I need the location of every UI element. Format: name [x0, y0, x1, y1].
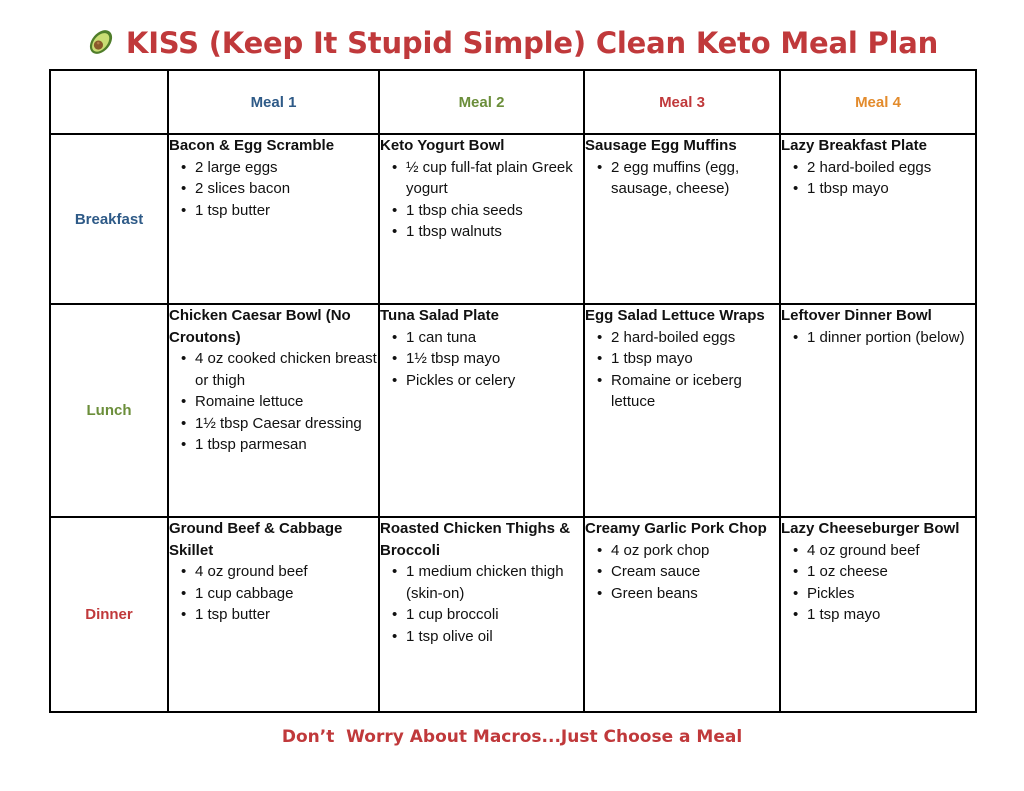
ingredient-item: • Green beans	[611, 583, 779, 605]
ingredient-list	[585, 157, 779, 200]
dish-name: Sausage Egg Muffins	[585, 137, 737, 154]
meal-4-header: Meal 4	[780, 70, 976, 134]
ingredient-item: • 2 slices bacon	[195, 178, 378, 200]
ingredient-item: • 1 oz cheese	[807, 561, 975, 583]
meal-cell	[780, 134, 976, 304]
ingredient-item: • 2 large eggs	[195, 157, 378, 179]
ingredient-item: • 4 oz pork chop	[611, 540, 779, 562]
ingredient-item: • 4 oz cooked chicken breast or thigh	[195, 348, 378, 391]
header-row	[50, 70, 976, 134]
ingredient-item: • 1 medium chicken thigh (skin-on)	[406, 561, 583, 604]
dish-name: Lazy Cheeseburger Bowl	[781, 520, 960, 537]
ingredient-list	[380, 327, 583, 392]
ingredient-item: • 1 tsp olive oil	[406, 626, 583, 648]
ingredient-item: • 1 tbsp parmesan	[195, 434, 378, 456]
ingredient-list	[781, 327, 975, 349]
meal-cell	[584, 304, 780, 517]
dinner-row	[50, 517, 976, 712]
dish-name: Bacon & Egg Scramble	[169, 137, 335, 154]
meal-2-header: Meal 2	[379, 70, 584, 134]
meal-plan-table	[49, 69, 977, 713]
ingredient-item: • 2 egg muffins (egg, sausage, cheese)	[611, 157, 779, 200]
meal-3-header: Meal 3	[584, 70, 780, 134]
dish-name: Roasted Chicken Thighs & Broccoli	[380, 520, 571, 559]
breakfast-row	[50, 134, 976, 304]
dish-name: Leftover Dinner Bowl	[781, 307, 932, 324]
ingredient-list	[585, 327, 779, 413]
ingredient-item: • Pickles or celery	[406, 370, 583, 392]
ingredient-list	[781, 157, 975, 200]
ingredient-item: • 1 dinner portion (below)	[807, 327, 975, 349]
meal-1-header: Meal 1	[168, 70, 379, 134]
ingredient-item: • 1 tsp mayo	[807, 604, 975, 626]
ingredient-item: • 1 cup cabbage	[195, 583, 378, 605]
ingredient-item: • 1 can tuna	[406, 327, 583, 349]
dish-name: Chicken Caesar Bowl (No Croutons)	[169, 307, 351, 346]
meal-cell	[780, 517, 976, 712]
dinner-label: Dinner	[50, 517, 168, 712]
ingredient-item: • 4 oz ground beef	[195, 561, 378, 583]
ingredient-item: • 1 tbsp walnuts	[406, 221, 583, 243]
ingredient-list	[169, 157, 378, 222]
ingredient-item: • 1 tsp butter	[195, 200, 378, 222]
dish-name: Tuna Salad Plate	[380, 307, 499, 324]
ingredient-item: • 1 tbsp mayo	[807, 178, 975, 200]
meal-cell	[584, 134, 780, 304]
ingredient-list	[781, 540, 975, 626]
ingredient-item: • Pickles	[807, 583, 975, 605]
ingredient-item: • ½ cup full-fat plain Greek yogurt	[406, 157, 583, 200]
title-text: KISS (Keep It Stupid Simple) Clean Keto Meal Plan	[125, 26, 939, 60]
ingredient-list	[380, 157, 583, 243]
ingredient-item: • 1 tbsp chia seeds	[406, 200, 583, 222]
ingredient-item: • Romaine lettuce	[195, 391, 378, 413]
page-title	[0, 26, 1024, 64]
meal-cell	[168, 304, 379, 517]
meal-cell	[379, 304, 584, 517]
ingredient-item: • 1 tsp butter	[195, 604, 378, 626]
ingredient-item: • 1 tbsp mayo	[611, 348, 779, 370]
meal-cell	[379, 517, 584, 712]
breakfast-label: Breakfast	[50, 134, 168, 304]
dish-name: Egg Salad Lettuce Wraps	[585, 307, 765, 324]
ingredient-item: • 2 hard-boiled eggs	[611, 327, 779, 349]
ingredient-item: • 1½ tbsp Caesar dressing	[195, 413, 378, 435]
ingredient-list	[169, 561, 378, 626]
meal-cell	[379, 134, 584, 304]
corner-cell	[50, 70, 168, 134]
ingredient-item: • Cream sauce	[611, 561, 779, 583]
lunch-label: Lunch	[50, 304, 168, 517]
meal-cell	[780, 304, 976, 517]
ingredient-item: • 1 cup broccoli	[406, 604, 583, 626]
footer-tagline: Don’t Worry About Macros...Just Choose a Meal	[281, 727, 743, 747]
lunch-row	[50, 304, 976, 517]
ingredient-list	[585, 540, 779, 605]
ingredient-item: • 1½ tbsp mayo	[406, 348, 583, 370]
avocado-icon	[86, 27, 116, 64]
ingredient-item: • 4 oz ground beef	[807, 540, 975, 562]
ingredient-item: • Romaine or iceberg lettuce	[611, 370, 779, 413]
dish-name: Lazy Breakfast Plate	[781, 137, 927, 154]
ingredient-item: • 2 hard-boiled eggs	[807, 157, 975, 179]
meal-cell	[168, 134, 379, 304]
dish-name: Ground Beef & Cabbage Skillet	[169, 520, 343, 559]
dish-name: Creamy Garlic Pork Chop	[585, 520, 767, 537]
ingredient-list	[169, 348, 378, 456]
ingredient-list	[380, 561, 583, 647]
meal-cell	[168, 517, 379, 712]
dish-name: Keto Yogurt Bowl	[380, 137, 505, 154]
meal-cell	[584, 517, 780, 712]
